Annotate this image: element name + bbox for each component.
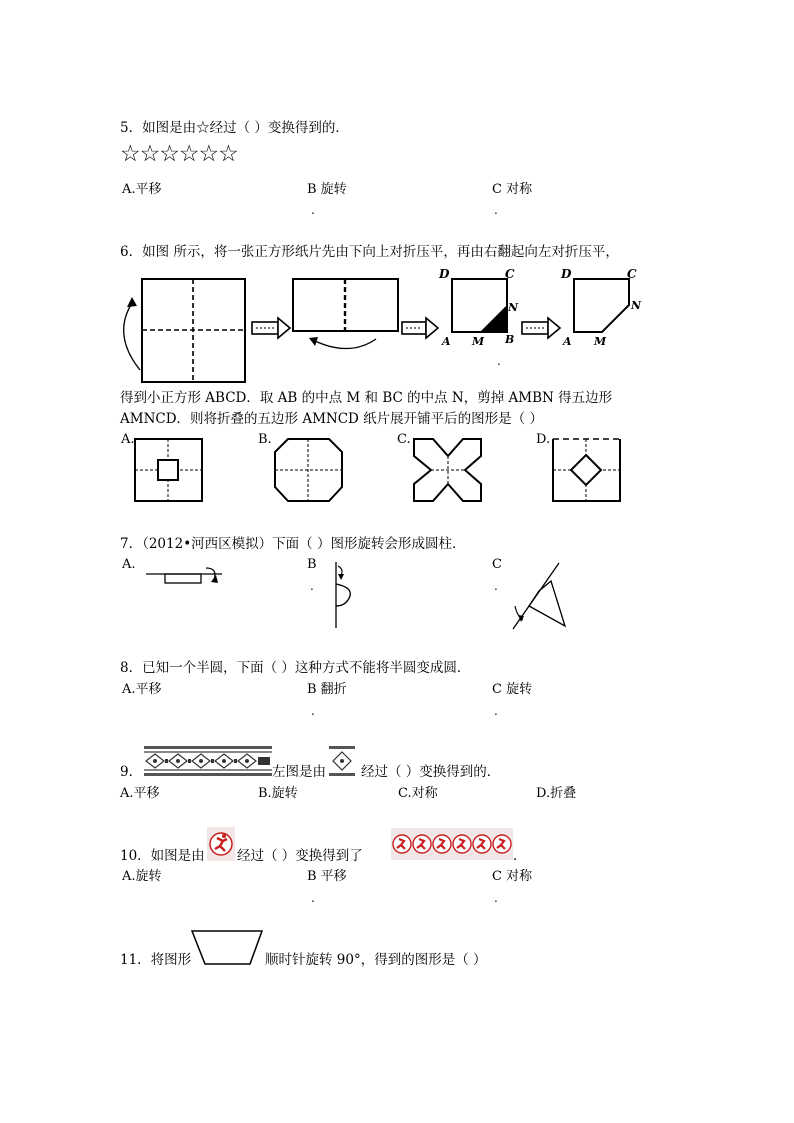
- cut-triangle: [480, 305, 507, 332]
- fold-left-arrow: [315, 339, 376, 349]
- q10-option-a[interactable]: A.旋转: [122, 869, 162, 884]
- q6-option-a-figure[interactable]: [134, 438, 204, 504]
- process-arrow-1: [252, 318, 290, 338]
- q9-option-a[interactable]: A.平移: [120, 786, 160, 801]
- q8-dot-b: .: [311, 704, 315, 718]
- q7-option-a-figure[interactable]: [140, 560, 230, 590]
- process-arrow-3: [522, 318, 560, 338]
- q9-pattern-strip: [144, 746, 272, 776]
- q6-option-c-figure[interactable]: [413, 438, 483, 504]
- q5-option-a[interactable]: A.平移: [122, 182, 162, 197]
- q6-figure-dot: .: [497, 354, 501, 368]
- q9-option-b[interactable]: B.旋转: [258, 786, 298, 801]
- q10-option-c[interactable]: C 对称: [492, 869, 533, 884]
- q6-option-d-figure[interactable]: [552, 438, 622, 504]
- label-c2: C: [627, 267, 637, 281]
- q7-option-b-figure[interactable]: [318, 560, 358, 630]
- q10-runner-strip: [391, 828, 513, 860]
- q10-stem-part2: 经过（ ）变换得到了: [237, 848, 363, 864]
- q7-option-a-label[interactable]: A.: [122, 557, 136, 572]
- q7-option-c-label[interactable]: C: [492, 557, 502, 572]
- label-d1: D: [439, 267, 450, 281]
- q7-option-b-label[interactable]: B: [307, 557, 317, 572]
- q6-option-c-label[interactable]: C.: [397, 432, 411, 447]
- q7-dot-b: .: [310, 579, 314, 593]
- q5-dot-b: .: [311, 203, 315, 217]
- q7-stem: 7．（2012•河西区模拟）下面（ ）图形旋转会形成圆柱．: [120, 536, 466, 552]
- q8-option-b[interactable]: B 翻折: [307, 682, 347, 697]
- q10-option-b[interactable]: B 平移: [307, 869, 347, 884]
- q11-stem-part2: 顺时针旋转 90°，得到的图形是（ ）: [265, 952, 487, 968]
- q10-stem-part1: 10．如图是由: [120, 848, 205, 864]
- label-m1: M: [472, 335, 485, 348]
- q10-dot-b: .: [311, 891, 315, 905]
- label-b1: B: [505, 333, 515, 346]
- q11-trapezoid-figure: [190, 928, 265, 968]
- q9-number: 9．: [120, 764, 143, 780]
- label-c1: C: [505, 267, 515, 281]
- q5-option-c[interactable]: C 对称: [492, 182, 533, 197]
- q10-runner-tile: [207, 827, 235, 861]
- q5-stem: 5．如图是由☆经过（ ）变换得到的．: [120, 120, 349, 136]
- q7-dot-c: .: [494, 579, 498, 593]
- q9-option-d[interactable]: D.折叠: [536, 786, 577, 801]
- q9-option-c[interactable]: C.对称: [398, 786, 438, 801]
- q10-dot-c: .: [494, 891, 498, 905]
- q6-folding-diagram: [110, 265, 670, 375]
- q5-option-b[interactable]: B 旋转: [307, 182, 347, 197]
- q9-stem-part2: 经过（ ）变换得到的．: [361, 764, 501, 780]
- fold-up-arrow: [124, 303, 140, 370]
- q9-stem-part1: 左图是由: [272, 764, 326, 780]
- label-a1: A: [442, 335, 451, 348]
- process-arrow-2: [402, 318, 438, 338]
- q7-option-c-figure[interactable]: [505, 560, 575, 632]
- q6-option-d-label[interactable]: D.: [536, 432, 551, 447]
- q5-dot-c: .: [494, 203, 498, 217]
- q8-option-c[interactable]: C 旋转: [492, 682, 533, 697]
- q6-option-b-figure[interactable]: [274, 438, 344, 504]
- q6-stem-line1: 6．如图 所示，将一张正方形纸片先由下向上对折压平，再由右翻起向左对折压平，: [120, 244, 619, 260]
- q11-stem-part1: 11．将图形: [120, 952, 192, 968]
- q8-option-a[interactable]: A.平移: [122, 682, 162, 697]
- label-n2: N: [631, 299, 642, 312]
- label-n1: N: [508, 301, 519, 314]
- label-a2: A: [563, 335, 572, 348]
- q9-unit-tile: [329, 746, 355, 776]
- q6-option-b-label[interactable]: B.: [258, 432, 272, 447]
- q6-option-a-label[interactable]: A.: [121, 432, 135, 447]
- label-m2: M: [594, 335, 607, 348]
- q8-stem: 8．已知一个半圆，下面（ ）这种方式不能将半圆变成圆．: [120, 660, 471, 676]
- pentagon-amncd: [574, 279, 629, 332]
- q8-dot-c: .: [494, 704, 498, 718]
- q10-stem-end: ．: [513, 848, 527, 864]
- q5-stars-figure: ☆☆☆☆☆☆: [120, 141, 238, 167]
- label-d2: D: [561, 267, 572, 281]
- q6-stem-line3: AMNCD．则将折叠的五边形 AMNCD 纸片展开铺平后的图形是（ ）: [120, 411, 543, 427]
- q6-stem-line2: 得到小正方形 ABCD．取 AB 的中点 M 和 BC 的中点 N，剪掉 AMBN 得五边形: [120, 390, 613, 406]
